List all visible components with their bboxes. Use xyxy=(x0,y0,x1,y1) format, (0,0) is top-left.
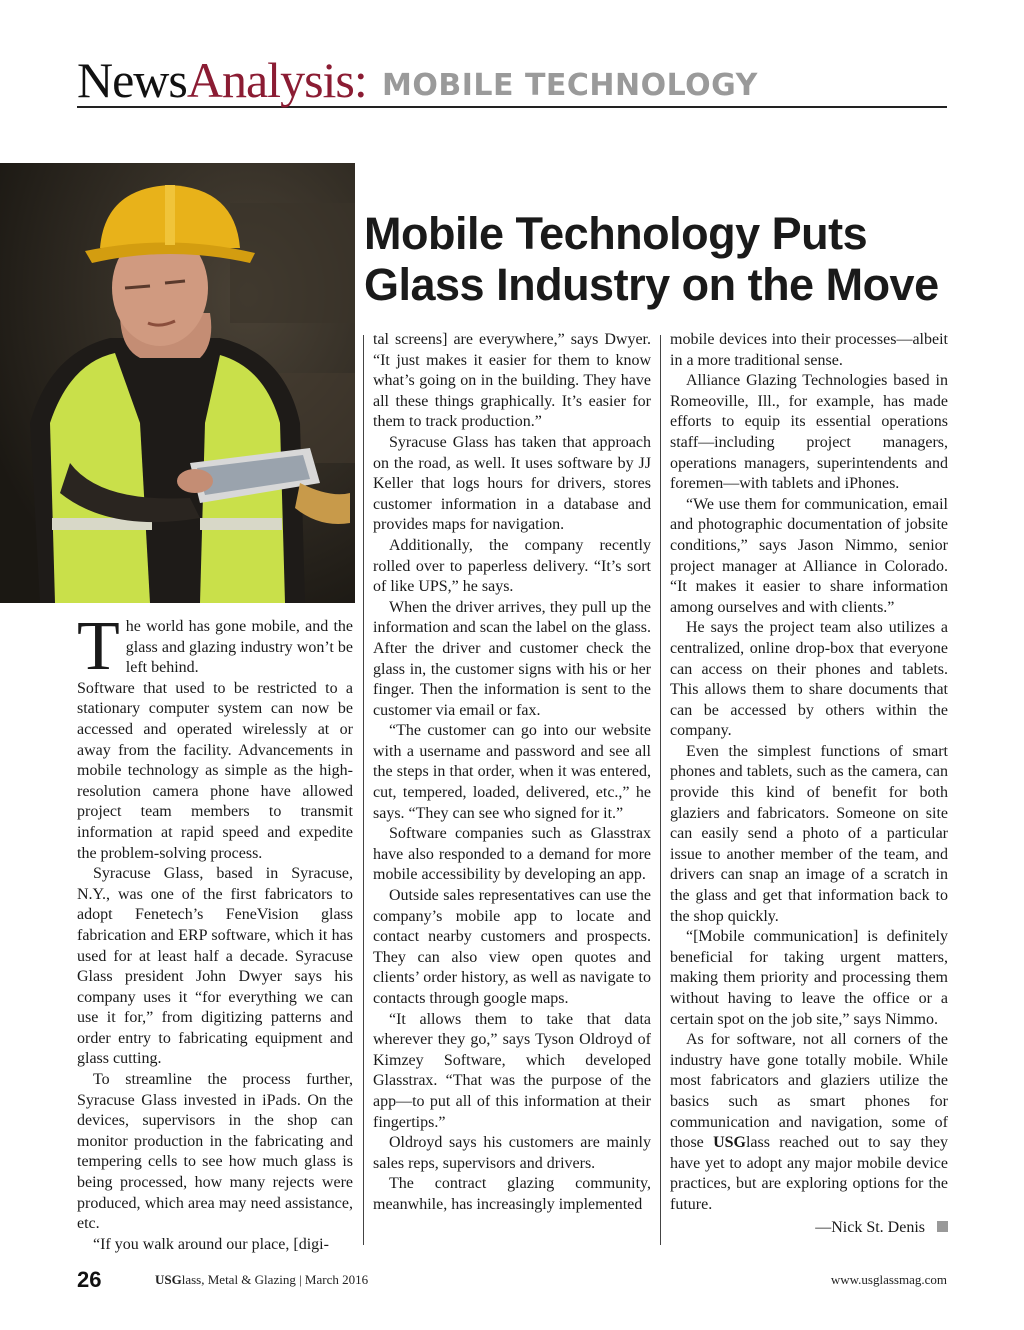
news-word: News xyxy=(77,52,187,108)
website-link[interactable]: www.usglassmag.com xyxy=(830,1272,947,1287)
paragraph: “[Mobile communication] is definitely beneficial for taking urgent matters, making them priority and processing them without having to leave the office or a certain spot on the job site,” says Nimmo. xyxy=(670,928,948,1028)
article-column-2 xyxy=(373,330,651,1216)
article-column-3 xyxy=(670,330,948,1238)
closing-text-2: lass reached out to say they have yet to adopt any major mobile device practices, but are exploring options for the future. xyxy=(670,1134,948,1213)
page-number: 26 xyxy=(77,1267,102,1292)
closing-text-1: As for software, not all corners of the industry have gone totally mobile. While most fabricators and glaziers utilize the basics such as smart phones for communication and navigation, some of those xyxy=(670,1031,948,1152)
article-headline xyxy=(364,208,964,310)
end-mark-icon xyxy=(937,1221,948,1232)
paragraph: mobile devices into their processes—albeit in a more traditional sense. xyxy=(670,331,948,369)
paragraph: Oldroyd says his customers are mainly sales reps, supervisors and drivers. xyxy=(373,1134,651,1172)
paragraph: Even the simplest functions of smart phones and tablets, such as the camera, can provide this kind of benefit for both glaziers and fabricators. Someone on site can easily send a photo of a particular issue to another member of the team, and drivers can snap an image of a scratch in the glass and get that information back to the shop quickly. xyxy=(670,742,948,925)
brand-usg: USG xyxy=(713,1134,746,1152)
paragraph: “The customer can go into our website with a username and password and see all the steps in that order, when it was entered, cut, tempered, loaded, delivered, etc.,” he says. “They can see who signed for it.” xyxy=(373,722,651,822)
lead-text: he world has gone mobile, and the glass and glazing industry won’t be left behind. xyxy=(125,618,353,677)
paragraph: Additionally, the company recently rolled over to paperless delivery. “It’s sort of like UPS,” he says. xyxy=(373,536,651,596)
publication-info xyxy=(155,1272,368,1288)
paragraph: Alliance Glazing Technologies based in Romeoville, Ill., for example, has made efforts to equip its essential operations staff—including project managers, operations managers, superintendents and foremen—with tablets and iPhones. xyxy=(670,372,948,493)
closing-paragraph xyxy=(670,1030,948,1215)
article-column-1 xyxy=(77,608,353,1255)
byline xyxy=(670,1218,948,1239)
paragraph: When the driver arrives, they pull up the information and scan the label on the glass. After the driver and customer check the glass in, the customer signs with his or her finger. Then the information is sent to the customer via email or fax. xyxy=(373,598,651,719)
drop-cap: T xyxy=(77,608,120,685)
worker-illustration xyxy=(0,163,355,603)
paragraph: Software that used to be restricted to a stationary computer system can now be accessed and operated wirelessly at or away from the facility. Advancements in mobile technology as simple as the high-resolution camera phone have allowed project team members to transmit information at rapid speed and expedite the problem-solving process. xyxy=(77,679,353,862)
paragraph: Syracuse Glass, based in Syracuse, N.Y., was one of the first fabricators to adopt Fenetech’s FeneVision glass fabrication and ERP software, which it has used for at least half a decade. Syracuse Glass president John Dwyer says his company uses it “for everything we can use it for,” from digitizing patterns and order entry to fabricating equipment and glass cutting. xyxy=(77,865,353,1068)
worker-with-tablet-photo xyxy=(0,163,355,603)
author-name: —Nick St. Denis xyxy=(815,1218,925,1236)
column-divider xyxy=(660,335,661,1245)
section-header xyxy=(77,54,947,108)
headline-line-2: Glass Industry on the Move xyxy=(364,259,939,310)
section-title: MOBILE TECHNOLOGY xyxy=(382,68,758,103)
paragraph: To streamline the process further, Syracuse Glass invested in iPads. On the devices, supervisors in the shop can monitor production in the fabricating and tempering cells to see how much glass is being processed, how many rejects were produced, which area may need assistance, etc. xyxy=(77,1071,353,1233)
footer-brand: USG xyxy=(155,1272,182,1287)
newsanalysis-logo xyxy=(77,54,367,106)
paragraph: “We use them for communication, email and photographic documentation of jobsite conditions,” says Jason Nimmo, senior project manager at Alliance in Colorado. “It makes it easier to share information among ourselves and with clients.” xyxy=(670,495,948,616)
paragraph: “If you walk around our place, [digi- xyxy=(93,1235,329,1253)
paragraph: The contract glazing community, meanwhile, has increasingly implemented xyxy=(373,1175,651,1213)
paragraph: Syracuse Glass has taken that approach on the road, as well. It uses software by JJ Keller that logs hours for drivers, stores customer information in a database and provides maps for navigation. xyxy=(373,433,651,534)
footer-pub-rest: lass, Metal & Glazing | March 2016 xyxy=(181,1272,369,1287)
paragraph: He says the project team also utilizes a centralized, online drop-box that everyone can access on their phones and tablets. This allows them to share documents that can be accessed by others within the company. xyxy=(670,619,948,740)
paragraph: Software companies such as Glasstrax have also responded to a demand for more mobile accessibility by developing an app. xyxy=(373,825,651,884)
paragraph: tal screens] are everywhere,” says Dwyer. “It just makes it easier for them to know what’s going on in the building. They have all these things graphically. It’s easier for them to track production.” xyxy=(373,331,651,431)
paragraph: “It allows them to take that data wherever they go,” says Tyson Oldroyd of Kimzey Software, which developed Glasstrax. “That was the purpose of the app—to put all of this information at their fingertips.” xyxy=(373,1010,651,1131)
headline-line-1: Mobile Technology Puts xyxy=(364,208,868,259)
column-divider xyxy=(363,335,364,1245)
paragraph: Outside sales representatives can use the company’s mobile app to locate and contact nearby customers and prospects. They can also view open quotes and clients’ order history, as well as navigate to contacts through google maps. xyxy=(373,887,651,1007)
lead-paragraph xyxy=(77,608,353,685)
analysis-word: Analysis: xyxy=(186,52,367,108)
